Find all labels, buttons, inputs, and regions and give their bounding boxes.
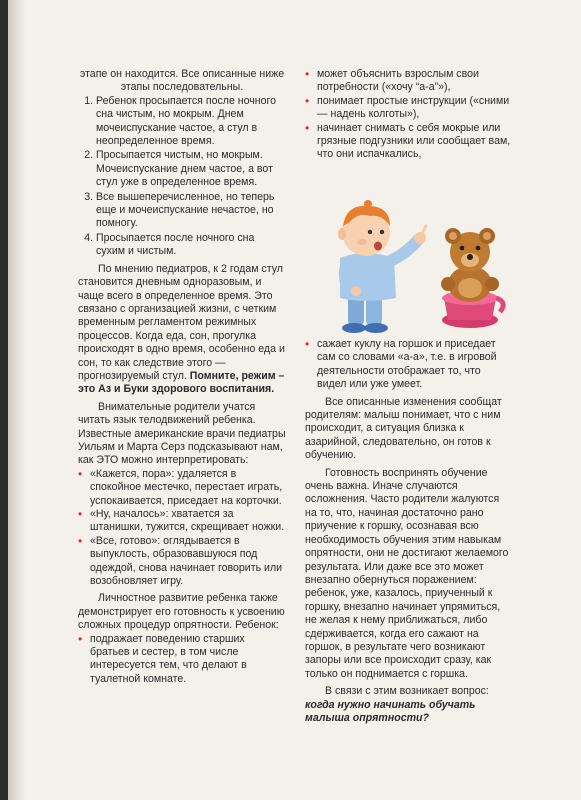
toddler-teddy-illustration	[310, 198, 510, 336]
page-binding-shadow	[8, 0, 26, 800]
intro-paragraph: этапе он находится. Все описанные ниже этапы последовательны.	[79, 68, 285, 94]
changes-paragraph: Все описанные изменения сообщат родителям: малыш понимает, что с ним происходит, а ситуация близка к азарийной, следовательно, он готов к обучению.	[305, 395, 502, 462]
child-abilities-list	[78, 633, 286, 687]
question-heading: когда нужно начинать обучать малыша опрятности?	[305, 698, 476, 724]
potty-bear-figure	[441, 228, 503, 328]
list-item: • «Ну, началось»: хватается за штанишки, тужится, скрещивает ножки.	[78, 508, 286, 535]
abilities-list-top	[305, 68, 511, 162]
stage-item: 3. Все вышеперечисленное, но теперь еще и мочеиспускание нечастое, но помногу.	[96, 191, 286, 231]
question-paragraph	[305, 685, 511, 725]
stages-list	[78, 95, 286, 259]
stage-item: 1. Ребенок просыпается после ночного сна чистым, но мокрым. Днем мочеиспускание частое, а стул в неопределенное время.	[96, 95, 286, 149]
readiness-paragraph: Готовность воспринять обучение очень важна. Иначе случаются осложнения. Часто родители жалуются на то, что, начиная достаточно рано приучение к горшку, осознавая всю необходимость обучения этим навыкам опрятности, они не достигают желаемого результата. Или даже все это может внезапно обернуться поражением: ребенок, уже, казалось, приученный к горшку, внезапно начинает упрямиться, не желая к нему приближаться, либо сдерживается, когда его сажают на горшок, в результате чего возникают запоры или все происходит сразу, как только он поднимается с горшка.	[305, 466, 509, 680]
pediatrician-text: По мнению педиатров, к 2 годам стул становится дневным одноразовым, и чаще всего в определенное время. Это связано с организацией жизни, с четким временным регламентом режимных процессов. Когда еда, сон, прогулка происходят в одно время, особенно еда и сон, то как следствие этого — прогнозируемый стул.	[78, 262, 285, 382]
list-item: • «Все, готово»: оглядывается в выпуклость, образовавшуюся под одеждой, снова начинает говорить или возобновляет игру.	[78, 535, 286, 589]
list-item: • подражает поведению старших братьев и сестер, в том числе интересуется тем, что делают в туалетной комнате.	[78, 633, 286, 687]
body-signs-list	[78, 468, 286, 589]
regime-note: Помните, режим – это Аз и Буки здорового воспитания.	[78, 369, 285, 396]
attentive-parents-paragraph: Внимательные родители учатся читать язык телодвижений ребенка. Известные американские врачи педиатры Уильям и Марта Серз подсказывают нам, как ЭТО можно интерпретировать:	[78, 400, 286, 467]
stage-item: 2. Просыпается чистым, но мокрым. Мочеиспускание днем частое, а вот стул уже в определенное время.	[96, 149, 286, 189]
list-item: • понимает простые инструкции («сними — надень колготы»),	[305, 95, 511, 122]
list-item: • «Кажется, пора»: удаляется в спокойное местечко, перестает играть, успокаивается, приседает на корточки.	[78, 468, 286, 508]
list-item: • начинает снимать с себя мокрые или грязные подгузники или сообщает вам, что они испачкались,	[305, 122, 511, 162]
development-paragraph: Личностное развитие ребенка также демонстрирует его готовность к усвоению сложных процедур опрятности. Ребенок:	[78, 592, 285, 632]
left-column	[78, 68, 286, 686]
question-lead: В связи с этим возникает вопрос:	[325, 685, 489, 698]
list-item: • сажает куклу на горшок и приседает сам со словами «а-а», т.е. в игровой деятельности отображает то, что видел или уже умеет.	[305, 338, 511, 392]
right-column-bottom	[305, 338, 511, 725]
stage-item: 4. Просыпается после ночного сна сухим и чистым.	[96, 232, 286, 259]
pediatrician-paragraph	[78, 263, 286, 397]
abilities-list-bottom	[305, 338, 511, 392]
list-item: • может объяснить взрослым свои потребности («хочу “а-а”»),	[305, 68, 511, 95]
toddler-figure	[338, 200, 426, 333]
right-column-top	[305, 68, 511, 162]
